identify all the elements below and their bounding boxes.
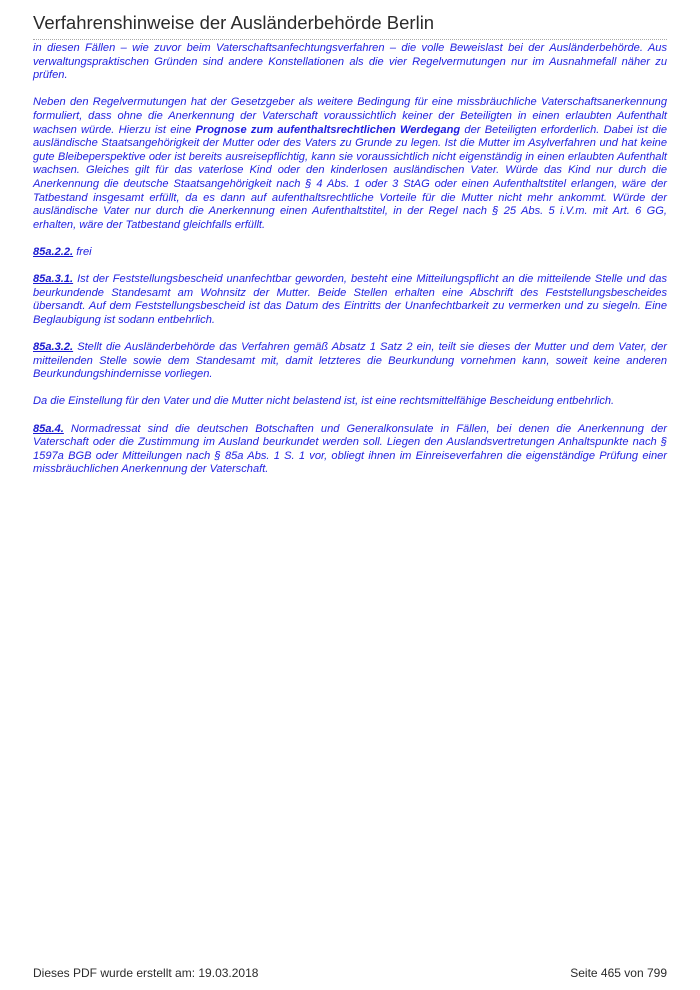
section-text: Ist der Feststellungsbescheid unanfechtbar geworden, besteht eine Mitteilungspflicht an die mitteilende Stelle und das beurkundende Standesamt am Wohnsitz der Mutter. Beide Stellen erhalten eine Abschrift des Feststellungsbescheides übersandt. Auf dem Feststellungsbescheid ist das Datum des Eintritts der Unanfechtbarkeit zu vermerken und zu siegeln. Eine Beglaubigung ist sodann entbehrlich. xyxy=(33,273,667,326)
section-text: Normadressat sind die deutschen Botschaften und Generalkonsulate in Fällen, bei denen die Anerkennung der Vaterschaft oder die Zustimmung im Ausland beurkundet werden soll. Liegen den Auslandsvertretungen Anhaltspunkte nach § 1597a BGB oder Mitteilungen nach § 85a Abs. 1 S. 1 vor, obliegt ihnen im Einreiseverfahren die eigenständige Prüfung einer missbräuchlichen Anerkennung der Vaterschaft. xyxy=(33,422,667,476)
document-body xyxy=(33,42,667,491)
paragraph-text: Neben den Regelvermutungen hat der Gesetzgeber als weitere Bedingung für eine missbräuchliche Vaterschaftsanerkennung formuliert, dass ohne die Anerkennung der Vaterschaft voraussichtlich keiner der Beteiligten in einen erlaubten Aufenthalt wachsen würde. Hierzu ist eine xyxy=(33,96,667,136)
section-85a-3-2 xyxy=(33,341,667,382)
section-link-85a-4[interactable]: 85a.4. xyxy=(33,422,64,435)
page-number: Seite 465 von 799 xyxy=(570,966,667,980)
page-header xyxy=(33,12,667,40)
section-link-85a-3-1[interactable]: 85a.3.1. xyxy=(33,273,74,286)
paragraph-einstellung xyxy=(33,395,667,409)
paragraph-text: in diesen Fällen – wie zuvor beim Vaterschaftsanfechtungsverfahren – die volle Beweislast bei der Ausländerbehörde. Aus verwaltungspraktischen Gründen sind andere Konstellationen als die vier Regelvermutungen nur im Ausnahmefall näher zu prüfen. xyxy=(33,42,667,82)
emphasis-prognose: Prognose zum aufenthaltsrechtlichen Werdegang xyxy=(195,123,461,136)
section-text: Stellt die Ausländerbehörde das Verfahren gemäß Absatz 1 Satz 2 ein, teilt sie dieses der Mutter und dem Vater, der mitteilenden Stelle sowie dem Standesamt mit, damit letzteres die Beurkundung vornehmen kann, soweit keine anderen Beurkundungshindernisse vorliegen. xyxy=(33,341,667,381)
paragraph-continuation xyxy=(33,42,667,83)
paragraph-regelvermutungen xyxy=(33,96,667,232)
creation-date-note: Dieses PDF wurde erstellt am: 19.03.2018 xyxy=(33,966,259,980)
section-85a-4 xyxy=(33,423,667,477)
section-85a-2-2 xyxy=(33,246,667,260)
paragraph-text: der Beteiligten erforderlich. Dabei ist die ausländische Staatsangehörigkeit der Mutter oder des Vaters zu Grunde zu legen. Ist die Mutter im Asylverfahren und hat keine gute Bleibeperspektive oder ist bereits ausreisepflichtig, kann sie voraussichtlich nicht eigenständig in einen erlaubten Aufenthalt wachsen. Gleiches gilt für das vaterlose Kind oder den kinderlosen ausländischen Vater. Würde das Kind nur durch die Anerkennung die deutsche Staatsangehörigkeit nach § 4 Abs. 1 oder 3 StAG oder einen Aufenthaltstitel erlangen, wäre der Tatbestand insgesamt erfüllt, da es dann auf aufenthaltsrechtliche Vorteile für die Mutter nicht mehr ankommt. Würde der ausländische Vater nur durch die Anerkennung einen Aufenthaltstitel, in der Regel nach § 25 Abs. 5 i.V.m. mit Art. 6 GG, erhalten, wäre der Tatbestand gleichfalls erfüllt. xyxy=(33,123,667,231)
section-85a-3-1 xyxy=(33,273,667,327)
document-title: Verfahrenshinweise der Ausländerbehörde Berlin xyxy=(33,12,435,33)
paragraph-text: Da die Einstellung für den Vater und die Mutter nicht belastend ist, ist eine rechtsmittelfähige Bescheidung entbehrlich. xyxy=(33,395,615,408)
section-text: frei xyxy=(73,245,92,258)
section-link-85a-2-2[interactable]: 85a.2.2. xyxy=(33,245,74,258)
section-link-85a-3-2[interactable]: 85a.3.2. xyxy=(33,341,74,354)
